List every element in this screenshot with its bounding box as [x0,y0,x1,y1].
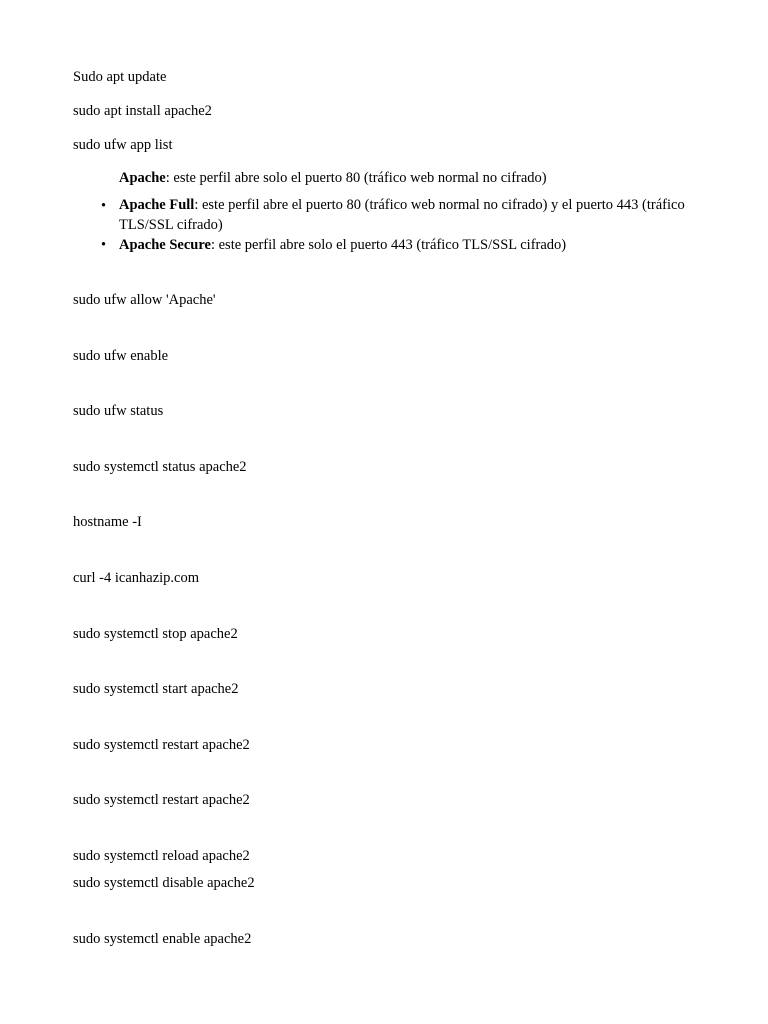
bullet-icon: • [101,237,107,253]
command-line: sudo systemctl status apache2 [73,459,247,475]
command-line: sudo systemctl restart apache2 [73,792,250,808]
profile-name: Apache Full [119,197,195,213]
command-line: sudo systemctl start apache2 [73,681,239,697]
profile-name: Apache Secure [119,237,211,253]
profile-description: : este perfil abre el puerto 80 (tráfico web normal no cifrado) y el puerto 443 (tráfico TLS/SSL cifrado) [119,197,685,233]
command-line: sudo ufw allow 'Apache' [73,292,216,308]
bullet-icon: • [101,198,107,214]
command-line: sudo ufw enable [73,348,169,364]
command-line: Sudo apt update [73,69,167,85]
command-line: sudo apt install apache2 [73,103,212,119]
profile-apache-secure [119,236,566,254]
profile-apache-full [119,196,699,235]
command-line: sudo systemctl reload apache2 [73,848,250,864]
command-line: sudo ufw status [73,403,164,419]
command-line: hostname -I [73,514,142,530]
profile-apache [119,169,547,187]
command-line: sudo systemctl disable apache2 [73,875,255,891]
command-line: sudo systemctl restart apache2 [73,737,250,753]
command-line: sudo systemctl enable apache2 [73,931,252,947]
command-line: sudo ufw app list [73,137,173,153]
profile-description: : este perfil abre solo el puerto 443 (tráfico TLS/SSL cifrado) [210,237,567,253]
profile-description: : este perfil abre solo el puerto 80 (tráfico web normal no cifrado) [165,170,547,186]
command-line: curl -4 icanhazip.com [73,570,200,586]
command-line: sudo systemctl stop apache2 [73,626,238,642]
profile-name: Apache [119,170,166,186]
